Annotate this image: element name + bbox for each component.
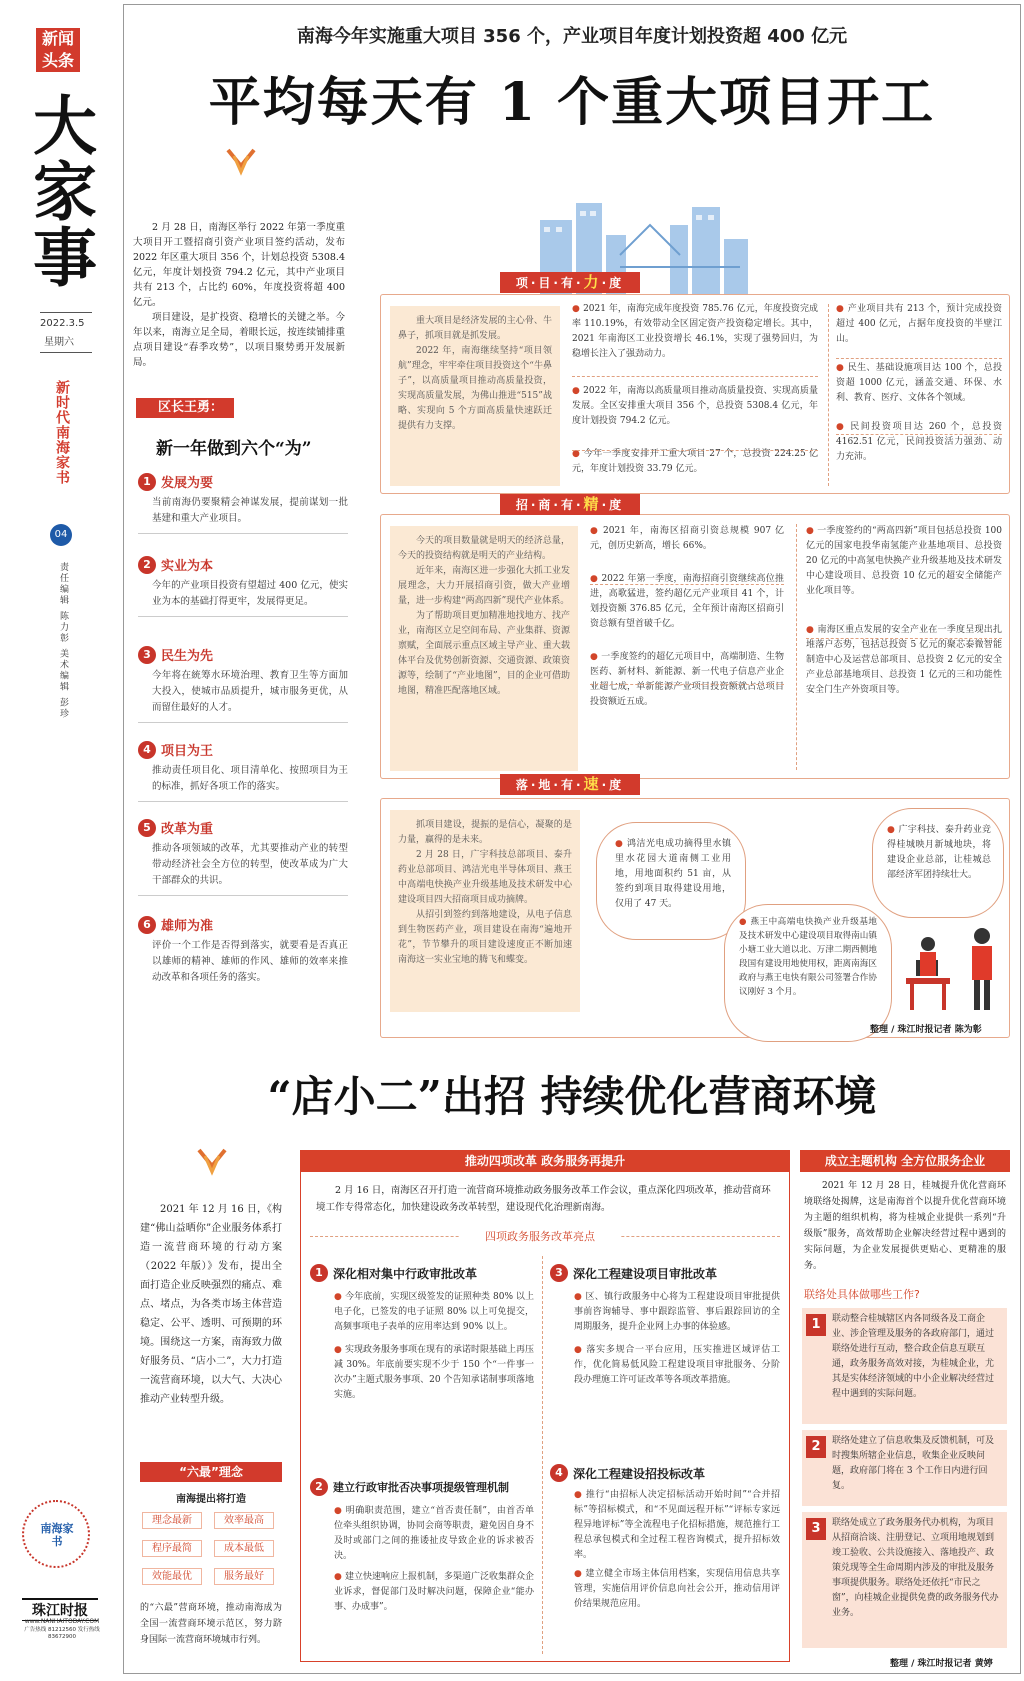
rail-date: 2022.3.5 bbox=[40, 318, 85, 329]
chevron-icon bbox=[226, 146, 256, 176]
section-3-credit: 整理 / 珠江时报记者 陈为彰 bbox=[870, 1025, 982, 1035]
reform-1: 1 深化相对集中行政审批改革 ● 今年底前，实现区级签发的证照种类 80% 以上电子化，已签发的电子证照 80% 以上可免提交，高频事项电子表单的应用率达到 90% 以上。 ● 实现政务服务事项在现有的承诺时限基础上再压减 30%。年底前要实现不少于 150 个“一件事一次办”主题式服务事项、20 个告知承诺制事项落地实施。 bbox=[310, 1264, 534, 1403]
reform-2: 2 建立行政审批否决事项提级管理机制 ● 明确职责范围，建立“首否责任制”，由首否单位牵头组织协调，协同会商等职责，避免因自身不及时或部门之间的推诿扯皮导致企业的诉求被否决。 ● 建立快速响应上报机制，多渠道广泛收集群众企业诉求，督促部门及时解决问题，保障企业“能办事、办成事”。 bbox=[310, 1478, 534, 1615]
service-question: 联络处具体做哪些工作? bbox=[804, 1288, 920, 1301]
intro-text: 2 月 28 日，南海区举行 2022 年第一季度重大项目开工暨招商引资产业项目签约活动，发布 2022 年区重大项目 356 个，计划总投资 5308.4 亿元，年度计划投资 794.2 亿元，其中产业项目共有 213 个，占比约 60%，年度投资将超 400 亿元。 项目建设，是扩投资、稳增长的关键之举。今年以来，南海立足全局，着眼长远，按连续铺排重点项目建设“春季攻势”，以项目聚势勇开发展新局。 bbox=[133, 222, 345, 368]
section-1-col-3: ● 产业项目共有 213 个，预计完成投资超过 400 亿元，占据年度投资的半壁江山。 ● 民生、基础设施项目达 100 个，总投资超 1000 亿元，涵盖交通、环保、水利、教育、医疗、文体各个领域。 ● 民间投资项目达 260 个，总投资 4162.51 亿元，民间投资活力强劲、动力充沛。 bbox=[836, 304, 1002, 462]
rail-paper-logo: 珠江时报 bbox=[22, 1598, 98, 1621]
pillar-6: 6 雄师为准 评价一个工作是否得到落实，就要看是否真正以雄师的精神、雄师的作风、雄师的效率来推动改革和各项任务的落实。 bbox=[138, 915, 348, 986]
rail-issue: 04 bbox=[50, 524, 72, 546]
chief-title: 新一年做到六个“为” bbox=[156, 439, 312, 459]
pillar-3: 3 民生为先 今年将在統筹水环境治理、教育卫生等方面加大投入，使城市品质提升，城市服务更优，从而留住最好的人才。 bbox=[138, 645, 348, 723]
chief-label: 区长王勇： bbox=[136, 398, 234, 418]
pillar-4: 4 项目为王 推动责任项目化、项目清单化、按照项目为王的标准，抓好各项工作的落实。 bbox=[138, 740, 348, 802]
service-head: 成立主题机构 全方位服务企业 bbox=[800, 1150, 1010, 1172]
service-row-2: 2 联络处建立了信息收集及反馈机制，可及时搜集所辖企业信息，收集企业反映问题，政府部门将在 3 个工作日内进行回复。 bbox=[802, 1430, 1007, 1506]
reform-3: 3 深化工程建设项目审批改革 ● 区、镇行政服务中心将为工程建设项目审批提供事前咨询辅导、事中跟踪监管、事后跟踪回访的全周期服务，提升企业网上办事的体验感。 ● 落实多规合一平台应用，压实推进区域评估工作，优化简易低风险工程建设项目审批服务、分阶段办理施工许可证改革等各项改革措施。 bbox=[550, 1264, 780, 1388]
reform-head: 推动四项改革 政务服务再提升 bbox=[300, 1150, 790, 1172]
section-3-cream: 抓项目建设，提振的是信心，凝聚的是力量，赢得的是未来。 2 月 28 日，广宇科技总部项目、泰升药业总部项目、鸿洁光电半导体项目、燕王中高端电快换产业升级基地及技术研发中心建设项目四大招商项目成功摘牌。 从招引到签约到落地建设，从电子信息到生物医药产业，项目建设在南海“遍地开花”，节节攀升的项目建设速度正不断加速南海这一实业宝地的腾飞和蝶变。 bbox=[390, 810, 580, 1012]
reform-label: 四项政务服务改革亮点 bbox=[460, 1228, 620, 1244]
section-3-banner: 落·地·有·速·度 bbox=[500, 774, 640, 795]
six-best-sub: 南海提出将打造 bbox=[176, 1494, 246, 1505]
section-2-banner: 招·商·有·精·度 bbox=[500, 494, 640, 515]
rail-series: 新时代南海家书 bbox=[54, 380, 70, 485]
section-2-cream: 今天的项目数量就是明天的经济总量，今天的投资结构就是明天的产业结构。 近年来，南海区进一步强化大抓工业发展理念，大力开展招商引资，做大产业增量，进一步构建“两高四新”现代产业体系。 为了帮助项目更加精准地找地方、找产业，南海区立足空间布局、产业集群、资源禀赋，全面展示重点区域主导产业、重大载体平台及优势创新资源、交通资源、政策资源等，绘制了“产业地图”，目的企业可借助地图，精准匹配落地区域。 bbox=[390, 526, 578, 771]
rail-weekday: 星期六 bbox=[44, 337, 74, 348]
section-2-col-2: ● 2021 年，南海区招商引资总规模 907 亿元，创历史新高，增长 66%。 ● 2022 年第一季度，南海招商引资继续高位推进，高歌猛进，签约超亿元产业项目 41 个，计划投资额 376.85 亿元，全年预计南海区招商引资总额有望首破千亿。 ● 一季度签约的超亿元项目中，高端制造、生物医药、新材料、新能源、新一代电子信息产业企业超七成，单新能源产业项目投资额就占总项目投资额近五成。 bbox=[590, 526, 784, 707]
reform-4: 4 深化工程建设招投标改革 ● 推行“由招标人决定招标活动开始时间”“合并招标”等招标模式，和“不见面远程开标”“评标专家远程异地评标”等全流程电子化招标措施，规范推行工程总承包模式和全过程工程咨询模式，提升招标效率。 ● 建立健全市场主体信用档案，实现信用信息共享管理，实施信用评价信息向社会公开，推动信用评价结果规范应用。 bbox=[550, 1464, 780, 1612]
section-1-col-2: ● 2021 年，南海完成年度投资 785.76 亿元，年度投资完成率 110.19%，有效带动全区固定资产投资稳定增长。其中，2021 年南海区工业投资增长 46.1%，实现了强势回归，为稳增长注入了强劲动力。 ● 2022 年，南海以高质量项目推动高质量投资、实现高质量发展。全区安排重大项目 356 个，总投资 5308.4 亿元，年度计划投资 794.2 亿元。 ● 今年一季度安排开工重大项目 27 个，总投资 224.25 亿元，年度计划投资 33.79 亿元。 bbox=[572, 304, 818, 474]
bottom-headline: “店小二”出招 持续优化营商环境 bbox=[267, 1072, 877, 1121]
office-workers-illustration bbox=[902, 924, 1006, 1014]
section-3-bubble-1: ● 鸿洁光电成功摘得里水镇里水花园大道南侧工业用地，用地面积约 51 亩，从签约到项目取得建设用地，仅用了 47 天。 bbox=[596, 822, 746, 940]
tag-1: 理念最新 bbox=[142, 1512, 202, 1529]
pillar-5: 5 改革为重 推动各项领域的改革，尤其要推动产业的转型带动经济社会全方位的转型，使改革成为广大干部群众的共识。 bbox=[138, 818, 348, 896]
reform-intro: 2 月 16 日，南海区召开打造一流营商环境推动政务服务改革工作会议，重点深化四项改革，推动营商环境工作专得常态化，加快建设政务改革转型，建设现代化治理新南海。 bbox=[316, 1185, 771, 1213]
service-row-3: 3 联络处成立了政务服务代办机构，为项目从招商洽谈、注册登记、立项用地规划到竣工验收、公共设施接入、落地投产、政策兑现等全生命周期内涉及的审批及服务事项提供服务。联络处还依托“市民之窗”，向桂城企业提供免费的政务服务代办业务。 bbox=[802, 1512, 1007, 1648]
six-best-label: “六最”理念 bbox=[140, 1462, 282, 1482]
section-1-banner: 项·目·有·力·度 bbox=[500, 272, 640, 293]
tag-3: 程序最简 bbox=[142, 1540, 202, 1557]
section-2-col-3: ● 一季度签约的“两高四新”项目包括总投资 100 亿元的国家电投华南氢能产业基地项目、总投资 20 亿元的中高氢电快换产业升级基地及技术研发中心建设项目、总投资 10 亿元的超安全储能产业化项目等。 ● 南海区重点发展的安全产业在一季度呈现出扎堆落户态势，包括总投资 5 亿元的聚芯泰微智能制造中心及运营总部项目、总投资 2 亿元的安全产业总部基地项目、总投资 1 亿元的三和功能性安全门生产外资项目等。 bbox=[806, 526, 1002, 695]
section-3-bubble-3: ● 广宇科技、泰升药业竞得桂城映月新城地块，将建设企业总部，让桂城总部经济军团持续壮大。 bbox=[872, 808, 1004, 918]
pillar-1: 1 发展为要 当前南海仍要聚精会神谋发展，提前谋划一批基建和重大产业项目。 bbox=[138, 472, 348, 534]
chevron-icon-2 bbox=[197, 1146, 227, 1176]
rail-title: 大家事 bbox=[22, 92, 97, 290]
six-best-foot: 的“六最”营商环境，推动南海成为全国一流营商环境示范区，努力跻身国际一流营商环境城市行列。 bbox=[140, 1603, 282, 1645]
bottom-intro: 2021 年 12 月 16 日，《构建“佛山益晒你”企业服务体系打造一流营商环境的行动方案（2022 年版）》发布，提出全面打造企业反映强烈的痛点、难点、堵点，为各类市场主体营造稳定、公平、透明、可预期的环境。围绕这一方案，南海致力做好服务员、“店小二”，大力打造一流营商环境，以大气、大决心推动产业转型升级。 bbox=[140, 1204, 282, 1405]
rail-credits: 责任编辑 陈力彰 美术编辑 彭珍 bbox=[58, 562, 68, 720]
rail-logo-seal: 南海家书 bbox=[22, 1500, 90, 1568]
rail-paper-hotline: 广告热线 81212560 发行热线 83672900 bbox=[24, 1627, 100, 1640]
tag-2: 效率最高 bbox=[214, 1512, 274, 1529]
pillar-2: 2 实业为本 今年的产业项目投资有望超过 400 亿元，使实业为本的基础打得更牢，发展得更足。 bbox=[138, 555, 348, 617]
section-1-cream: 重大项目是经济发展的主心骨、牛鼻子，抓项目就是抓发展。 2022 年，南海继续坚持“项目领航”理念，牢牢牵住项目投资这个“牛鼻子”，以高质量项目推动高质量投资，实现高质量发展，为佛山推进“515”战略、实现向 5 个方面高质量快速跃迁提供有力支撑。 bbox=[390, 306, 560, 486]
bottom-credit: 整理 / 珠江时报记者 黄婷 bbox=[890, 1659, 993, 1669]
tag-4: 成本最低 bbox=[214, 1540, 274, 1557]
top-subtitle: 南海今年实施重大项目 356 个，产业项目年度计划投资超 400 亿元 bbox=[296, 26, 848, 47]
service-intro: 2021 年 12 月 28 日，桂城提升优化营商环境联络处揭牌，这是南海首个以提升优化营商环境为主题的组织机构，将为桂城企业提供一系列“升级版”服务，高效帮助企业解决经营过程中遇到的实际问题，为企业发展提供更贴心、更精准的服务。 bbox=[804, 1181, 1006, 1271]
tag-6: 服务最好 bbox=[214, 1568, 274, 1585]
section-3-bubble-2: ● 燕王中高端电快换产业升级基地及技术研发中心建设项目取得南山镇小塘工业大道以北、万津二期西侧地段国有建设用地使用权，距离南海区政府与燕王电快有限公司签署合作协议刚好 3 个月。 bbox=[724, 904, 892, 1042]
top-headline: 平均每天有 1 个重大项目开工 bbox=[208, 72, 936, 133]
service-row-1: 1 联动整合桂城辖区内各同级各及工商企业、涉企管理及服务的各政府部门，通过联络处进行互动，整合政企信息互联互通，政务服务高效对接，为桂城企业，尤其是实体经济领域的中小企业解决经营过程中遇到的实际问题。 bbox=[802, 1308, 1007, 1424]
tag-5: 效能最优 bbox=[142, 1568, 202, 1585]
rail-paper-url: www.NANHAITODAY.COM bbox=[24, 1618, 100, 1625]
rail-tag: 新闻 头条 bbox=[36, 28, 80, 72]
